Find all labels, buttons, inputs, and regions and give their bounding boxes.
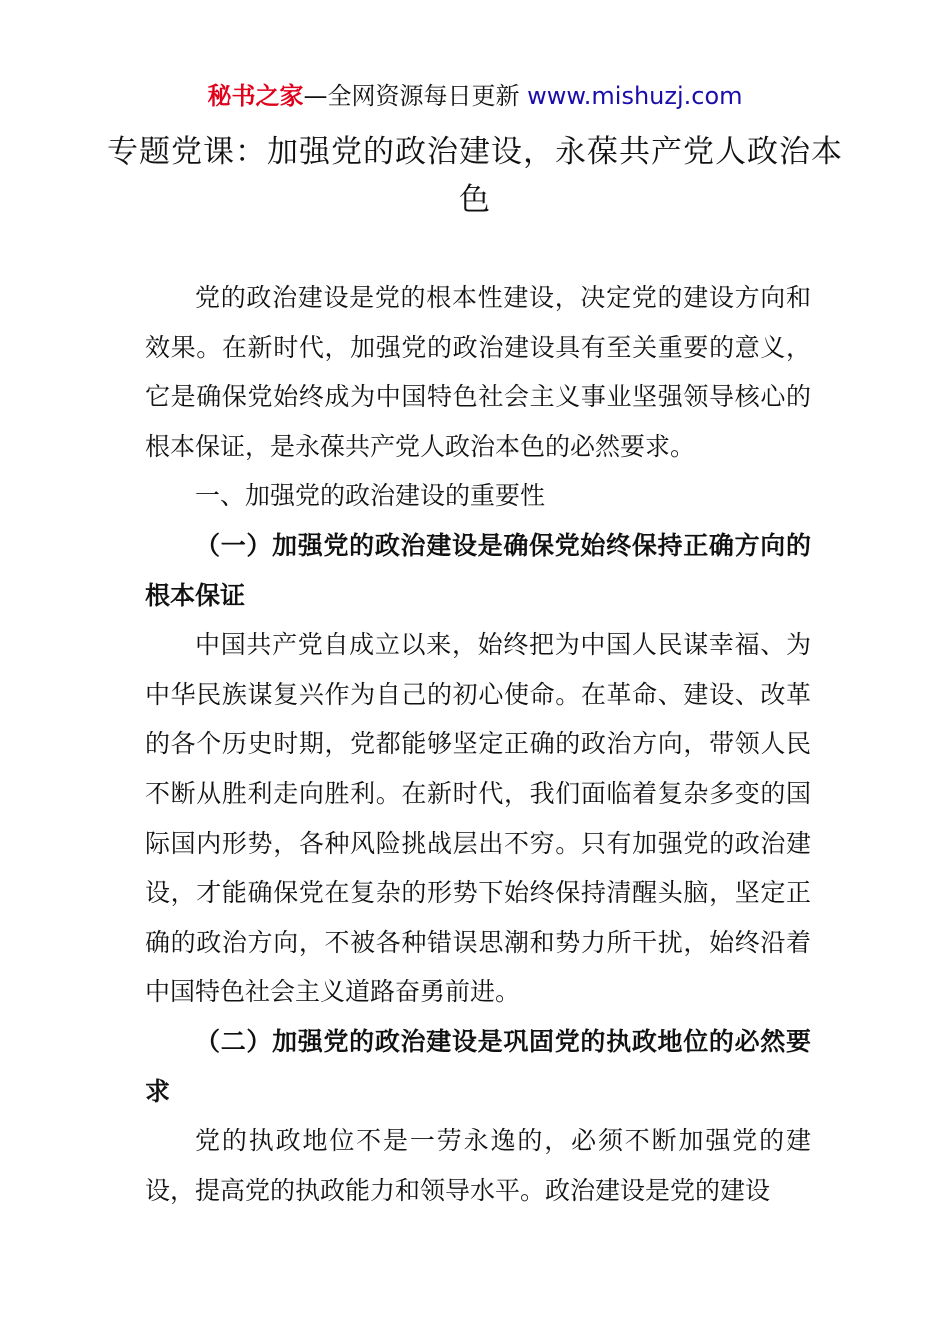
section-heading-1: 一、加强党的政治建设的重要性 <box>195 481 546 511</box>
site-link[interactable]: www.mishuzj.com <box>527 82 743 110</box>
body-paragraph-1: 中国共产党自成立以来，始终把为中国人民谋幸福、为中华民族谋复兴作为自己的初心使命。在革命、建设、改革的各个历史时期，党都能够坚定正确的政治方向，带领人民不断从胜利走向胜利。在新时代，我们面临着复杂多变的国际国内形势，各种风险挑战层出不穷。只有加强党的政治建设，才能确保党在复杂的形势下始终保持清醒头脑，坚定正确的政治方向，不被各种错误思潮和势力所干扰，始终沿着中国特色社会主义道路奋勇前进。 <box>145 630 811 1007</box>
document-body <box>145 273 811 1215</box>
site-header <box>0 80 950 112</box>
header-tagline: —全网资源每日更新 <box>303 82 528 110</box>
brand-name: 秘书之家 <box>207 82 304 110</box>
intro-paragraph: 党的政治建设是党的根本性建设，决定党的建设方向和效果。在新时代，加强党的政治建设具有至关重要的意义，它是确保党始终成为中国特色社会主义事业坚强领导核心的根本保证，是永葆共产党人政治本色的必然要求。 <box>145 283 811 461</box>
subsection-heading-2: （二）加强党的政治建设是巩固党的执政地位的必然要求 <box>145 1026 811 1106</box>
subsection-heading-1: （一）加强党的政治建设是确保党始终保持正确方向的根本保证 <box>145 530 811 610</box>
document-title: 专题党课：加强党的政治建设，永葆共产党人政治本色 <box>107 134 843 218</box>
body-paragraph-2: 党的执政地位不是一劳永逸的，必须不断加强党的建设，提高党的执政能力和领导水平。政治建设是党的建设 <box>145 1126 811 1205</box>
